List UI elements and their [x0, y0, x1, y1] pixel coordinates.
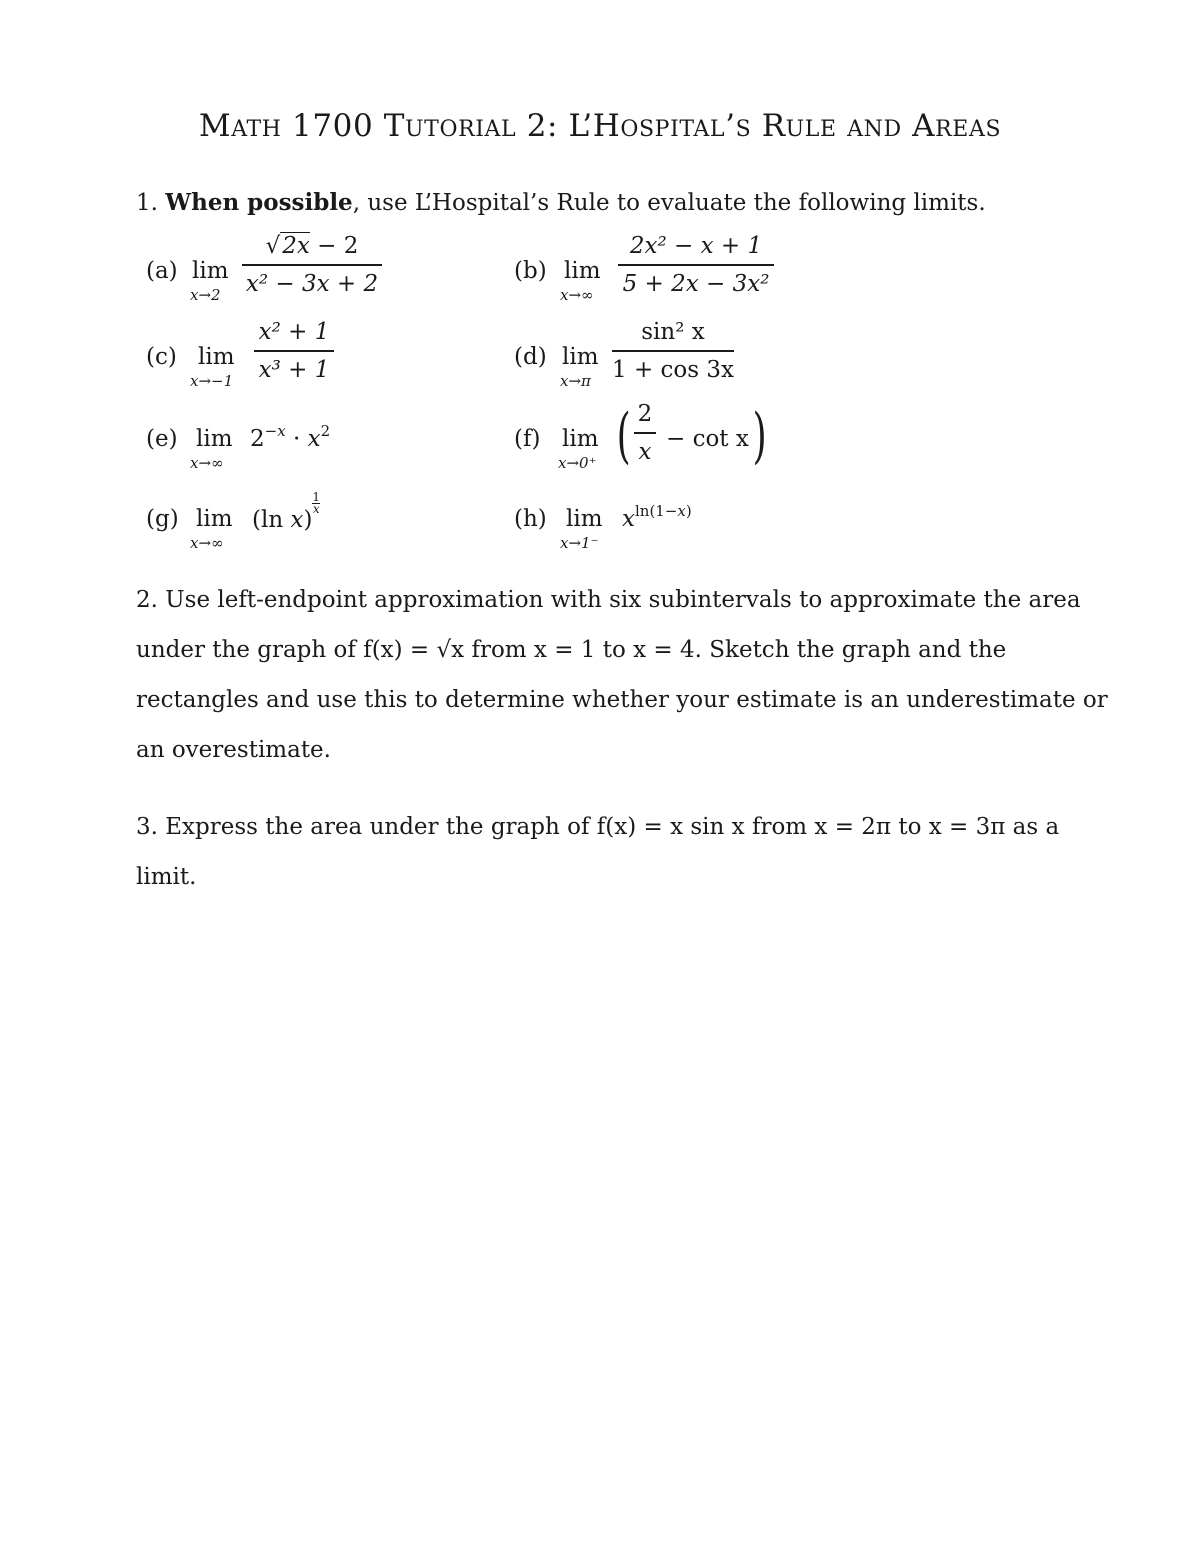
limit-subscript: x→∞: [190, 534, 224, 552]
problem-label: (c): [146, 344, 177, 370]
denominator: x² − 3x + 2: [245, 270, 379, 297]
numerator: sin² x: [641, 319, 705, 345]
limit-subscript: x→∞: [560, 286, 594, 304]
limit-subscript: x→∞: [190, 454, 224, 472]
denominator: 5 + 2x − 3x²: [622, 270, 770, 297]
left-paren: (: [616, 401, 631, 471]
limit-subscript: x→−1: [190, 372, 234, 390]
fraction-bar: [618, 264, 774, 266]
problem-label: (f): [514, 426, 541, 452]
problem-label: (b): [514, 258, 547, 284]
right-paren: ): [752, 401, 767, 471]
lim-word: lim: [566, 506, 603, 532]
expression: (ln x) $\frac{1}{x}$: [252, 490, 321, 533]
fraction-bar: [612, 350, 734, 352]
expression: $x^{ln(1-x)}$: [622, 502, 692, 532]
expression: $2^{-x} \cdot x^2$: [250, 422, 331, 452]
problem-label: (g): [146, 506, 179, 532]
lim-word: lim: [564, 258, 601, 284]
denominator: 1 + cos 3x: [612, 356, 734, 383]
denominator: x: [638, 438, 652, 465]
lim-word: lim: [196, 506, 233, 532]
limit-subscript: x→1⁻: [560, 534, 599, 552]
question-1-bold: When possible: [165, 189, 353, 216]
problem-label: (e): [146, 426, 178, 452]
question-1-intro: [136, 178, 1111, 228]
problem-label: (a): [146, 258, 178, 284]
question-2: 2. Use left-endpoint approximation with six subintervals to approximate the area under the graph of f(x) = √x from x = 1 to x = 4. Sketch the graph and the rectangles and use this to determine whether your estimate is an underestimate or an overestimate.: [136, 587, 1108, 763]
numerator: x² + 1: [258, 319, 330, 345]
fraction: [242, 232, 382, 298]
numerator: 2: [637, 401, 653, 427]
fraction-bar: [254, 350, 334, 352]
lim-word: lim: [198, 344, 235, 370]
limit-subscript: x→2: [190, 286, 221, 304]
fraction: [254, 318, 334, 384]
page-title: Math 1700 Tutorial 2: L’Hospital’s Rule and Areas: [198, 108, 1002, 144]
lim-word: lim: [196, 426, 233, 452]
question-3: 3. Express the area under the graph of f(x) = x sin x from x = 2π to x = 3π as a limit.: [136, 814, 1060, 890]
fraction-bar: [634, 432, 656, 434]
problem-label: (h): [514, 506, 547, 532]
question-1-number: 1.: [136, 190, 158, 216]
fraction: [634, 400, 656, 466]
numerator: 2x² − x + 1: [629, 233, 763, 259]
limit-subscript: x→π: [560, 372, 591, 390]
fraction-bar: [242, 264, 382, 266]
fraction: [612, 318, 734, 384]
fraction: [618, 232, 774, 298]
denominator: x³ + 1: [258, 356, 330, 383]
question-1-text: , use L’Hospital’s Rule to evaluate the following limits.: [352, 190, 986, 216]
expression-tail: − cot x: [666, 426, 749, 452]
lim-word: lim: [562, 344, 599, 370]
lim-word: lim: [192, 258, 229, 284]
problem-label: (d): [514, 344, 547, 370]
limit-subscript: x→0⁺: [558, 454, 597, 472]
radicand: 2x: [282, 233, 310, 259]
lim-word: lim: [562, 426, 599, 452]
numerator: √2x − 2: [265, 233, 359, 259]
numerator-tail: − 2: [309, 233, 359, 259]
